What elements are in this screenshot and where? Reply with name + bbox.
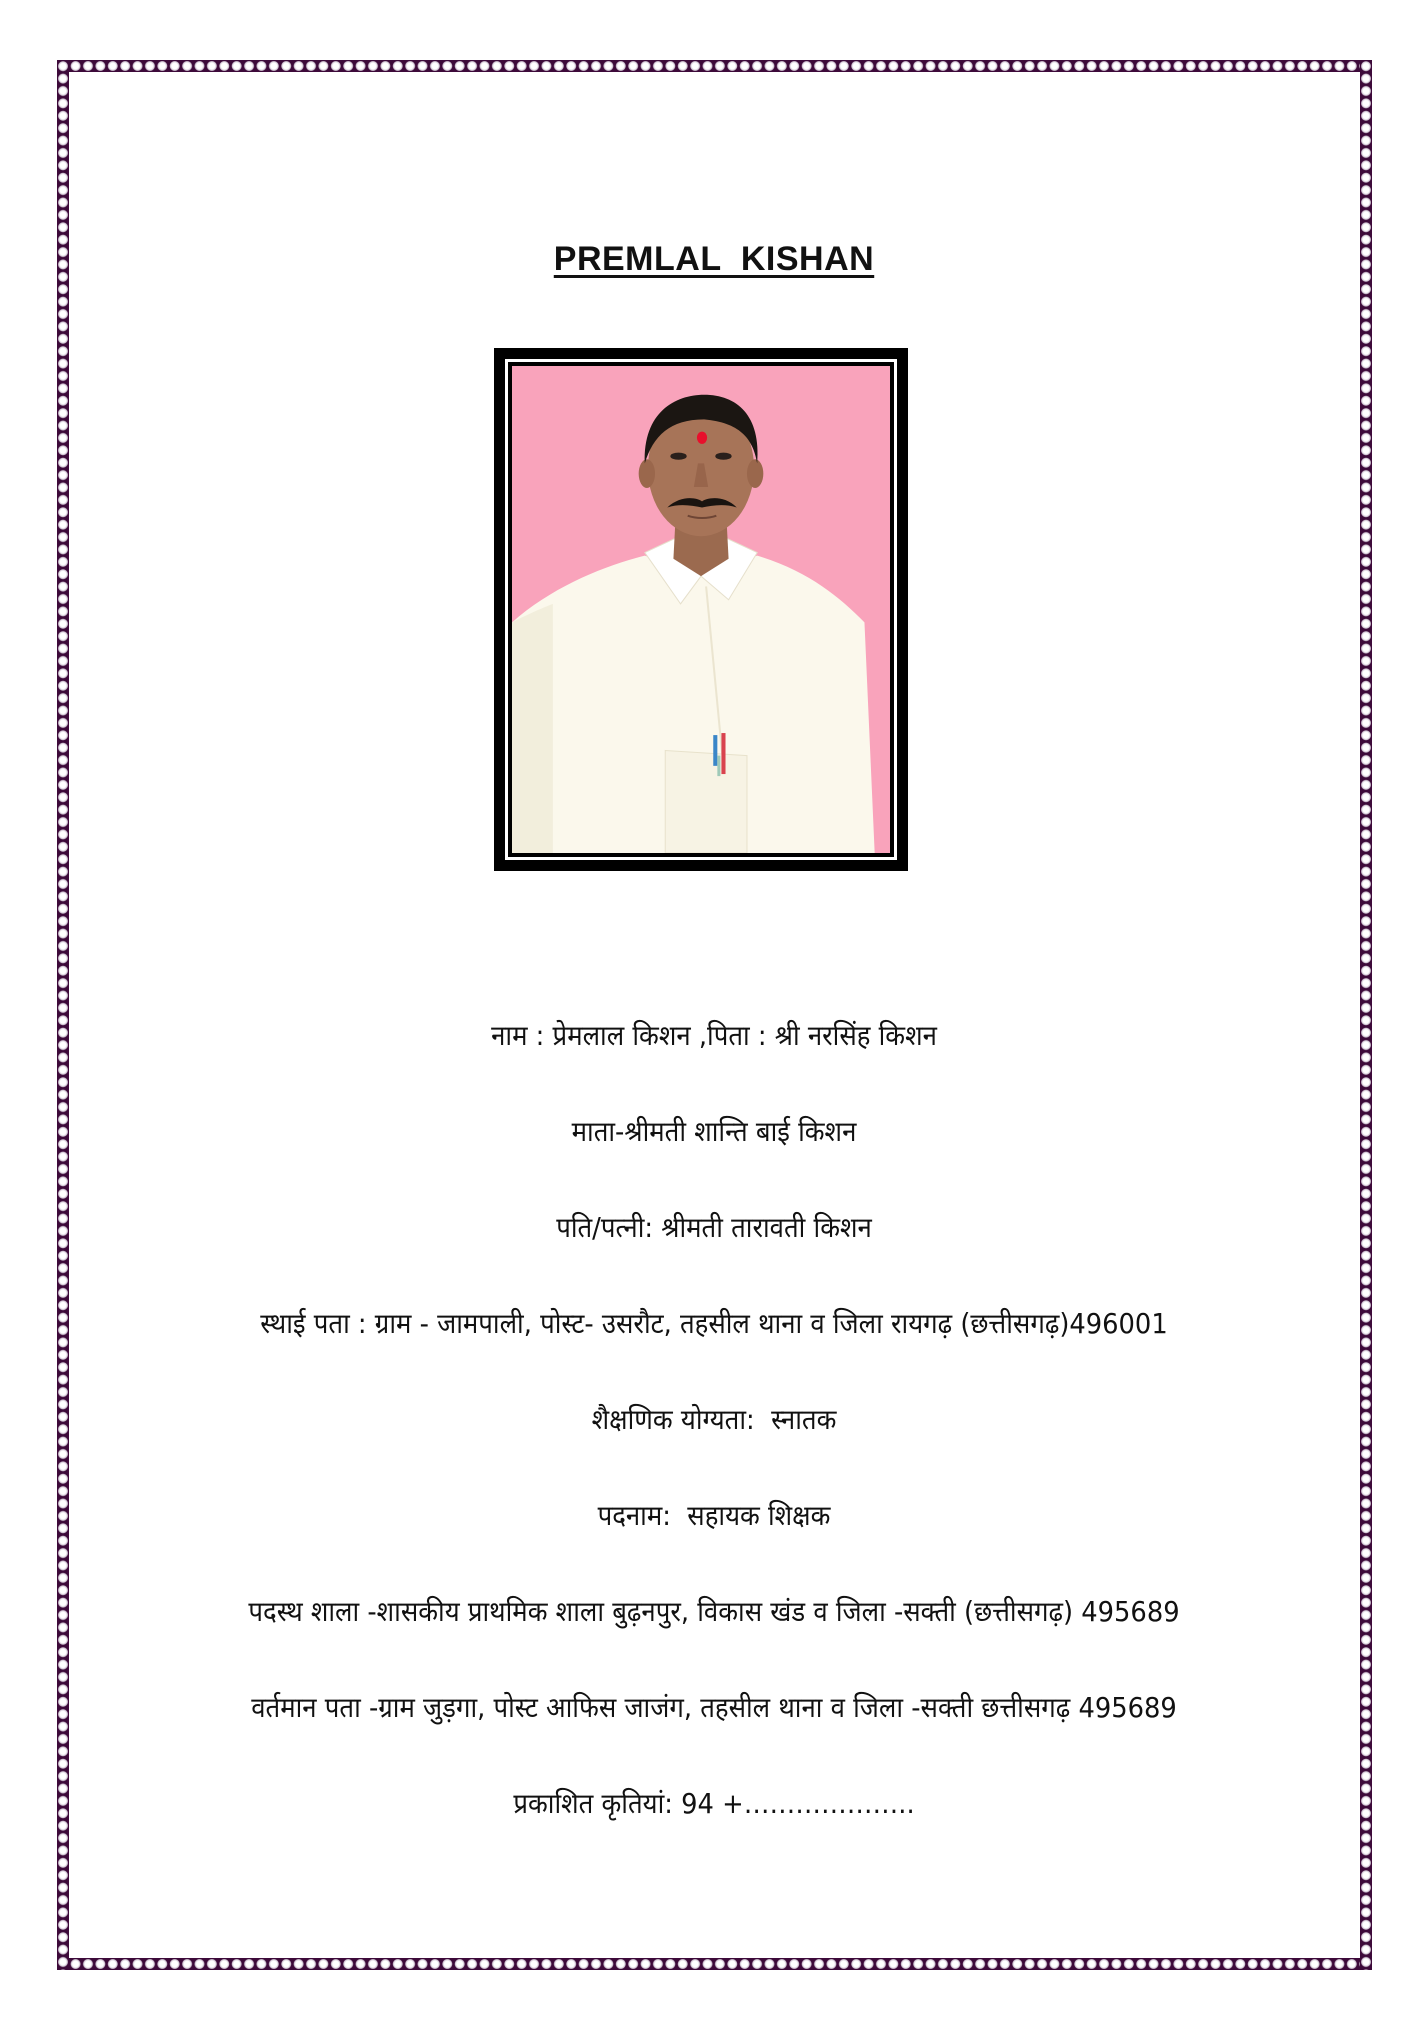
- detail-permanent-address: स्थाई पता : ग्राम - जामपाली, पोस्ट- उसरौट, तहसील थाना व जिला रायगढ़ (छत्तीसगढ़)496001: [260, 1307, 1168, 1340]
- photo-frame-gap: [505, 359, 897, 860]
- portrait-photo: [512, 366, 890, 853]
- detail-mother: माता-श्रीमती शान्ति बाई किशन: [571, 1115, 857, 1148]
- border-top: [57, 60, 1372, 72]
- detail-name-father: नाम : प्रेमलाल किशन ,पिता : श्री नरसिंह किशन: [491, 1019, 937, 1052]
- detail-spouse: पति/पत्नी: श्रीमती तारावती किशन: [556, 1211, 872, 1244]
- photo-frame-inner-line: [508, 362, 894, 857]
- photo-frame: [494, 348, 908, 871]
- detail-education: शैक्षणिक योग्यता: स्नातक: [591, 1403, 837, 1436]
- detail-published-works: प्रकाशित कृतियां: 94 +………………..: [513, 1787, 915, 1820]
- page-title: [0, 240, 1428, 279]
- border-bottom: [57, 1958, 1372, 1970]
- detail-current-address: वर्तमान पता -ग्राम जुड़गा, पोस्ट आफिस जाजंग, तहसील थाना व जिला -सक्ती छत्तीसगढ़ 495689: [251, 1691, 1177, 1724]
- portrait-illustration: [512, 366, 890, 853]
- detail-posted-school: पदस्थ शाला -शासकीय प्राथमिक शाला बुढ़नपुर, विकास खंड व जिला -सक्ती (छत्तीसगढ़) 495689: [248, 1595, 1180, 1628]
- title-text: PREMLAL KISHAN: [553, 240, 875, 278]
- personal-details: [0, 1012, 1428, 1876]
- detail-designation: पदनाम: सहायक शिक्षक: [597, 1499, 831, 1532]
